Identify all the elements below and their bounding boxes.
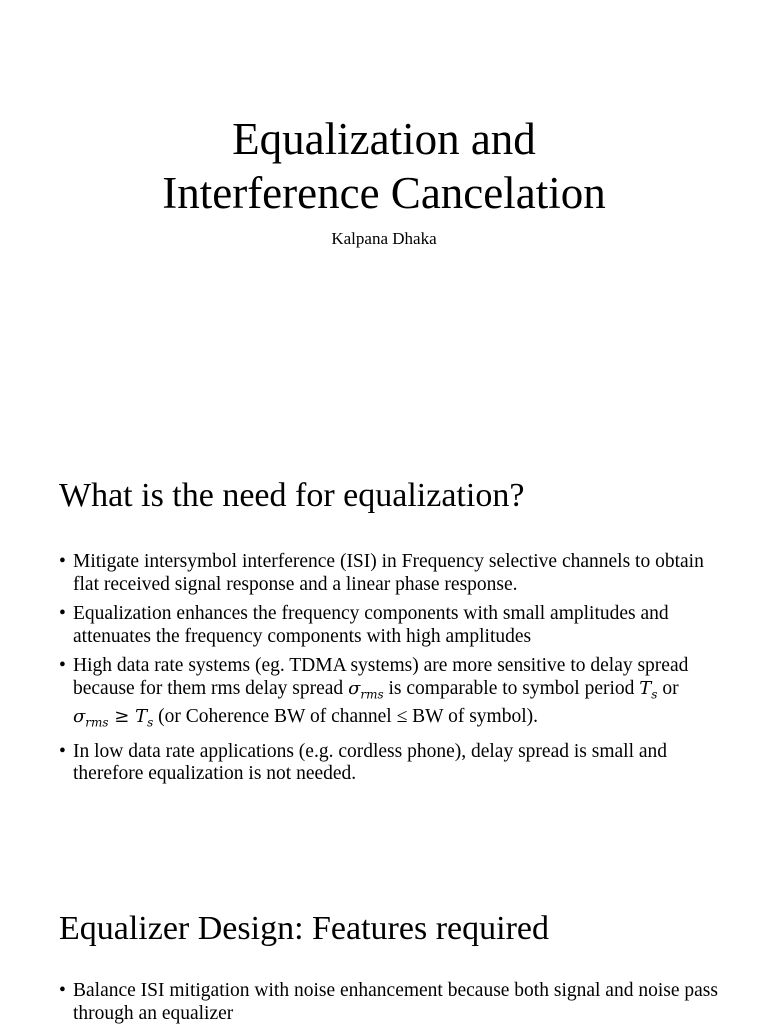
bullet-icon: •	[59, 655, 66, 676]
bullet-text-part: High data rate systems (eg. TDMA systems) are more sensitive to delay spread because for them rms delay spread	[73, 655, 689, 699]
t-glyph: T	[135, 705, 148, 727]
bullet-icon: •	[59, 980, 66, 1001]
slide-heading: What is the need for equalization?	[59, 477, 525, 514]
bullet-text: Equalization enhances the frequency components with small amplitudes and attenuates the frequency components with high amplitudes	[73, 603, 669, 647]
title-slide	[0, 0, 768, 432]
bullet-item	[59, 655, 719, 734]
bullet-text: Mitigate intersymbol interference (ISI) in Frequency selective channels to obtain flat received signal response and a linear phase response.	[73, 551, 704, 595]
slide-heading: Equalizer Design: Features required	[59, 910, 549, 947]
bullet-text-part: (or Coherence BW of channel ≤ BW of symbol).	[153, 705, 539, 727]
sigma-subscript: rms	[85, 715, 109, 730]
bullet-icon: •	[59, 740, 66, 762]
author-name: Kalpana Dhaka	[331, 229, 437, 248]
bullet-item	[59, 603, 719, 648]
equalizer-design-slide	[0, 866, 768, 1024]
bullet-list	[59, 551, 719, 793]
bullet-text	[73, 655, 719, 734]
bullet-icon: •	[59, 603, 66, 624]
bullet-icon: •	[59, 551, 66, 572]
t-subscript: s	[147, 715, 154, 730]
sigma-glyph: σ	[348, 677, 361, 699]
sigma-subscript: rms	[360, 687, 384, 702]
bullet-text-part: or	[657, 677, 679, 699]
t-subscript: s	[651, 687, 658, 702]
title-line-1: Equalization and	[232, 114, 536, 164]
bullet-text: In low data rate applications (e.g. cordless phone), delay spread is small and therefore equalization is not needed.	[73, 740, 668, 785]
symbol-period-symbol-2	[135, 705, 154, 730]
t-glyph: T	[639, 677, 652, 699]
presentation-title	[0, 112, 768, 220]
bullet-item	[59, 741, 719, 786]
title-line-2: Interference Cancelation	[162, 168, 606, 218]
bullet-item	[59, 980, 719, 1025]
sigma-glyph: σ	[73, 705, 86, 727]
need-for-equalization-slide	[0, 432, 768, 866]
bullet-text: Balance ISI mitigation with noise enhancement because both signal and noise pass through an equalizer	[73, 980, 718, 1024]
sigma-rms-symbol	[348, 677, 384, 702]
sigma-rms-symbol-2	[73, 705, 109, 730]
geq-symbol: ≥	[108, 705, 136, 727]
bullet-item	[59, 551, 719, 596]
symbol-period-symbol	[639, 677, 658, 702]
bullet-list	[59, 980, 719, 1032]
bullet-text-part: is comparable to symbol period	[383, 677, 640, 699]
